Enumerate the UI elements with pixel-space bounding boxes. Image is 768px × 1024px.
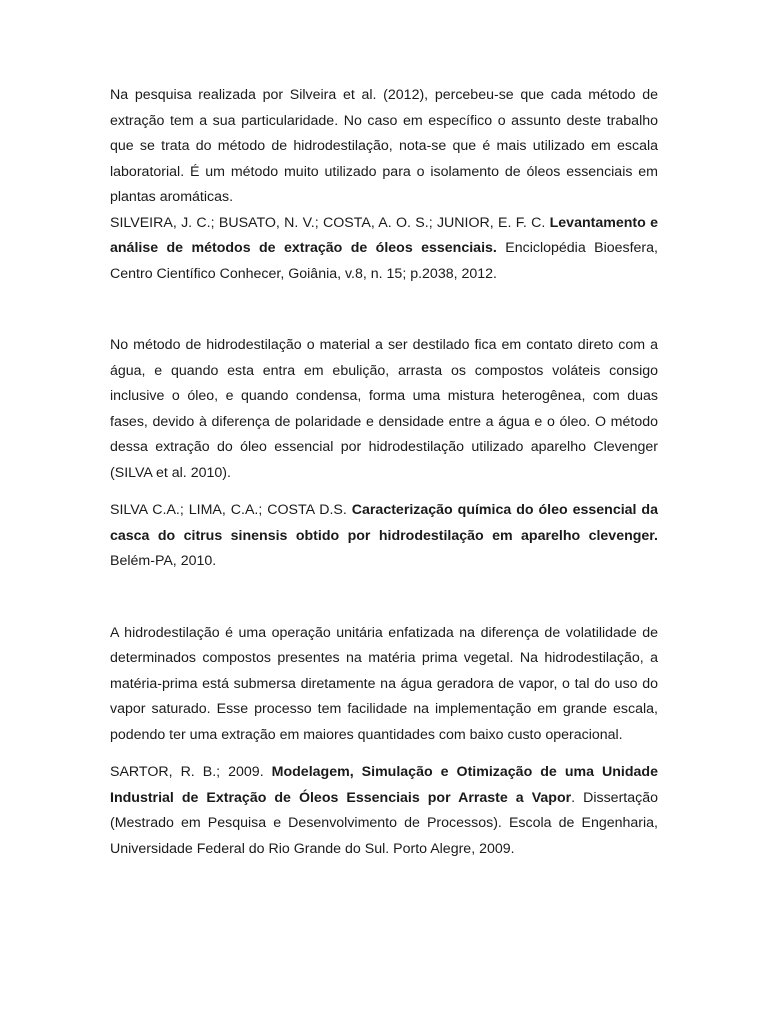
paragraph-hidrodestilacao-contato: No método de hidrodestilação o material a ser destilado fica em contato direto com a água, e quando esta entra em ebulição, arrasta os compostos voláteis consigo inclusive o óleo, e quando condensa, forma uma mistura heterogênea, com duas fases, devido à diferença de polaridade e densidade entre a água e o óleo. O método dessa extração do óleo essencial por hidrodestilação utilizado aparelho Clevenger (SILVA et al. 2010). [110, 337, 658, 481]
reference-title: Modelagem, Simulação e Otimização de uma Unidade Industrial de Extração de Óleos Essenciais por Arraste a Vapor [110, 764, 658, 806]
reference-details: Belém-PA, 2010. [110, 553, 217, 569]
paragraph-silveira: Na pesquisa realizada por Silveira et al. (2012), percebeu-se que cada método de extração tem a sua particularidade. No caso em específico o assunto deste trabalho que se trata do método de hidrodestilação, nota-se que é mais utilizado em escala laboratorial. É um método muito utilizado para o isolamento de óleos essenciais em plantas aromáticas. [110, 87, 658, 205]
reference-title: Levantamento e análise de métodos de extração de óleos essenciais. [110, 214, 659, 256]
paragraph-operacao-unitaria: A hidrodestilação é uma operação unitária enfatizada na diferença de volatilidade de determinados compostos presentes na matéria prima vegetal. Na hidrodestilação, a matéria-prima está submersa diretamente na água geradora de vapor, o tal do uso do vapor saturado. Esse processo tem facilidade na implementação em grande escala, podendo ter uma extração em maiores quantidades com baixo custo operacional. [110, 624, 658, 743]
reference-title: Caracterização química do óleo essencial da casca do citrus sinensis obtido por hidrodestilação em aparelho clevenger. [110, 502, 658, 544]
reference-authors: SILVA C.A.; LIMA, C.A.; COSTA D.S. [110, 502, 347, 518]
reference-authors: SARTOR, R. B.; 2009. [110, 764, 264, 780]
reference-details: Enciclopédia Bioesfera, Centro Científico Conhecer, Goiânia, v.8, n. 15; p.2038, 2012. [110, 240, 658, 282]
reference-authors: SILVEIRA, J. C.; BUSATO, N. V.; COSTA, A. O. S.; JUNIOR, E. F. C. [110, 214, 546, 231]
reference-silva [110, 498, 658, 575]
reference-sartor [110, 760, 658, 862]
reference-details: . Dissertação (Mestrado em Pesquisa e Desenvolvimento de Processos). Escola de Engenharia, Universidade Federal do Rio Grande do Sul. Porto Alegre, 2009. [110, 789, 659, 857]
reference-silveira [110, 211, 658, 288]
